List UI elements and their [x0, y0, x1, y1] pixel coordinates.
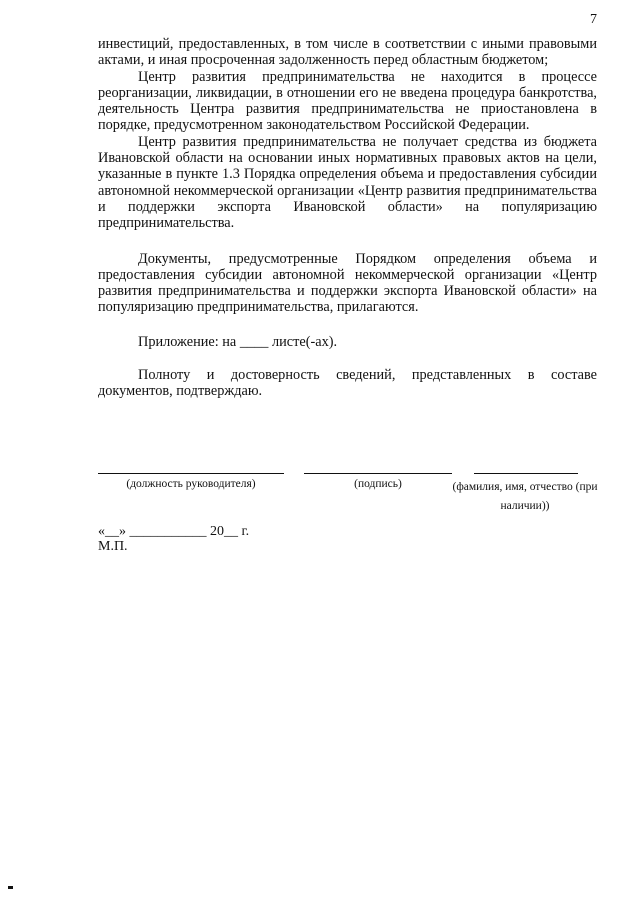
name-caption: (фамилия, имя, отчество (при наличии)) [452, 481, 598, 512]
stamp-label: М.П. [98, 539, 128, 554]
paragraph-budget-funds: Центр развития предпринимательства не получает средства из бюджета Ивановской области на основании иных нормативных правовых актов на цели, указанные в пункте 1.3 Порядка определения объема и предоставления субсидии автономной некоммерческой организации «Центр развития предпринимательства и поддержки экспорта Ивановской области» на популяризацию предпринимательства. [98, 133, 597, 232]
signature-caption: (подпись) [354, 478, 402, 490]
position-signature-line [98, 473, 284, 474]
paragraph-attachment: Приложение: на ____ листе(-ах). [138, 333, 338, 350]
document-body [98, 36, 597, 400]
paragraph-reorganization: Центр развития предпринимательства не находится в процессе реорганизации, ликвидации, в отношении его не введена процедура банкротства, деятельность Центра развития предпринимательства не приостановлена в порядке, предусмотренном законодательством Российской Федерации. [98, 68, 597, 134]
position-caption: (должность руководителя) [126, 478, 256, 490]
name-signature-line [474, 473, 578, 474]
scan-mark [8, 886, 13, 889]
paragraph-investments: инвестиций, предоставленных, в том числе в соответствии с иными правовыми актами, и иная просроченная задолженность перед областным бюджетом; [98, 36, 597, 69]
signature-line [304, 473, 452, 474]
date-line: «__» ___________ 20__ г. [98, 524, 250, 539]
page-number: 7 [590, 12, 597, 27]
paragraph-documents: Документы, предусмотренные Порядком определения объема и предоставления субсидии автономной некоммерческой организации «Центр развития предпринимательства и поддержки экспорта Ивановской области» на популяризацию предпринимательства, прилагаются. [98, 250, 597, 316]
paragraph-confirmation: Полноту и достоверность сведений, представленных в составе документов, подтверждаю. [98, 367, 597, 400]
